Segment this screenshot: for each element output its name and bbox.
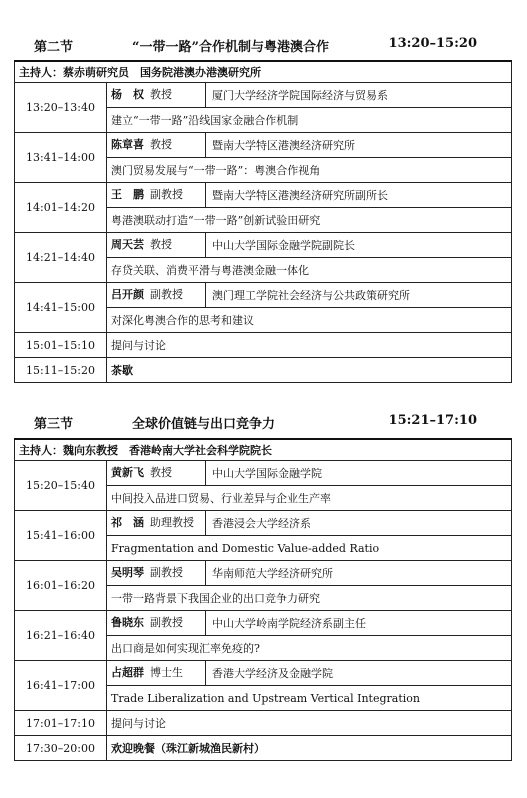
speaker-title: 教授 <box>150 138 172 151</box>
section-time: 13:20–15:20 <box>388 36 477 51</box>
speaker-institution: 中山大学岭南学院经济系副主任 <box>212 617 366 630</box>
talk-time: 15:41–16:00 <box>15 511 107 561</box>
speaker-cell <box>107 611 512 636</box>
talk-topic: Trade Liberalization and Upstream Vertical Integration <box>107 686 512 711</box>
agenda-row <box>15 736 512 761</box>
speaker-cell <box>107 83 512 108</box>
agenda-time: 15:01–15:10 <box>15 333 107 358</box>
speaker-institution: 中山大学国际金融学院 <box>212 467 322 480</box>
agenda-label: 提问与讨论 <box>107 333 512 358</box>
speaker-title: 副教授 <box>150 188 183 201</box>
talk-row <box>15 461 512 486</box>
schedule-table <box>14 60 512 383</box>
speaker-name: 鲁晓东 <box>111 616 144 629</box>
speaker-cell <box>107 511 512 536</box>
talk-row <box>15 183 512 208</box>
talk-time: 13:20–13:40 <box>15 83 107 133</box>
talk-time: 14:21–14:40 <box>15 233 107 283</box>
speaker-cell <box>107 183 512 208</box>
speaker-institution: 暨南大学特区港澳经济研究所 <box>212 139 355 152</box>
talk-time: 16:01–16:20 <box>15 561 107 611</box>
talk-row <box>15 611 512 636</box>
speaker-institution: 香港浸会大学经济系 <box>212 517 311 530</box>
agenda-row <box>15 333 512 358</box>
talk-row <box>15 283 512 308</box>
speaker-name: 陈章喜 <box>111 138 144 151</box>
speaker-name: 吕开颜 <box>111 288 144 301</box>
talk-row <box>15 233 512 258</box>
section-number: 第二节 <box>34 40 74 55</box>
talk-row <box>15 511 512 536</box>
speaker-cell <box>107 133 512 158</box>
section-title: 全球价值链与出口竞争力 <box>132 417 276 432</box>
speaker-title: 教授 <box>150 238 172 251</box>
talk-topic: 一带一路背景下我国企业的出口竞争力研究 <box>107 586 512 611</box>
agenda-label: 提问与讨论 <box>107 711 512 736</box>
speaker-title: 教授 <box>150 88 172 101</box>
talk-topic: 存贷关联、消费平滑与粤港澳金融一体化 <box>107 258 512 283</box>
speaker-institution: 澳门理工学院社会经济与公共政策研究所 <box>212 289 410 302</box>
speaker-cell <box>107 283 512 308</box>
talk-row <box>15 661 512 686</box>
speaker-cell <box>107 561 512 586</box>
speaker-institution: 中山大学国际金融学院副院长 <box>212 239 355 252</box>
talk-topic: 澳门贸易发展与“一带一路”：粤澳合作视角 <box>107 158 512 183</box>
speaker-name: 杨 权 <box>111 88 144 101</box>
talk-time: 14:01–14:20 <box>15 183 107 233</box>
speaker-cell <box>107 661 512 686</box>
talk-row <box>15 83 512 108</box>
agenda-row <box>15 358 512 383</box>
speaker-institution: 香港大学经济及金融学院 <box>212 667 333 680</box>
speaker-title: 副教授 <box>150 288 183 301</box>
speaker-cell <box>107 233 512 258</box>
agenda-label: 茶歇 <box>107 358 512 383</box>
talk-topic: 建立“一带一路”沿线国家金融合作机制 <box>107 108 512 133</box>
schedule-table <box>14 438 512 761</box>
section-header <box>14 30 511 56</box>
talk-topic: 粤港澳联动打造“一带一路”创新试验田研究 <box>107 208 512 233</box>
speaker-name: 祁 涵 <box>111 516 144 529</box>
speaker-title: 助理教授 <box>150 516 194 529</box>
agenda-time: 15:11–15:20 <box>15 358 107 383</box>
agenda-time: 17:01–17:10 <box>15 711 107 736</box>
section-time: 15:21–17:10 <box>388 413 477 428</box>
talk-time: 15:20–15:40 <box>15 461 107 511</box>
speaker-institution: 厦门大学经济学院国际经济与贸易系 <box>212 89 388 102</box>
section-title: “一带一路”合作机制与粤港澳合作 <box>132 40 329 55</box>
speaker-title: 副教授 <box>150 616 183 629</box>
speaker-institution: 暨南大学特区港澳经济研究所副所长 <box>212 189 388 202</box>
speaker-institution: 华南师范大学经济研究所 <box>212 567 333 580</box>
section-header <box>14 407 511 433</box>
talk-topic: 对深化粤澳合作的思考和建议 <box>107 308 512 333</box>
talk-time: 14:41–15:00 <box>15 283 107 333</box>
talk-time: 16:41–17:00 <box>15 661 107 711</box>
talk-time: 13:41–14:00 <box>15 133 107 183</box>
host-line: 主持人：蔡赤萌研究员 国务院港澳办港澳研究所 <box>15 61 512 83</box>
speaker-name: 周天芸 <box>111 238 144 251</box>
speaker-cell <box>107 461 512 486</box>
speaker-title: 博士生 <box>150 666 183 679</box>
speaker-name: 黄新飞 <box>111 466 144 479</box>
speaker-name: 王 鹏 <box>111 188 144 201</box>
agenda-row <box>15 711 512 736</box>
speaker-title: 教授 <box>150 466 172 479</box>
speaker-name: 占超群 <box>111 666 144 679</box>
agenda-label: 欢迎晚餐（珠江新城渔民新村） <box>107 736 512 761</box>
talk-topic: 中间投入品进口贸易、行业差异与企业生产率 <box>107 486 512 511</box>
talk-topic: Fragmentation and Domestic Value-added Ratio <box>107 536 512 561</box>
talk-row <box>15 561 512 586</box>
talk-topic: 出口商是如何实现汇率免疫的? <box>107 636 512 661</box>
speaker-title: 副教授 <box>150 566 183 579</box>
section-number: 第三节 <box>34 417 74 432</box>
agenda-time: 17:30–20:00 <box>15 736 107 761</box>
talk-time: 16:21–16:40 <box>15 611 107 661</box>
speaker-name: 吴明琴 <box>111 566 144 579</box>
host-line: 主持人：魏向东教授 香港岭南大学社会科学院院长 <box>15 439 512 461</box>
talk-row <box>15 133 512 158</box>
